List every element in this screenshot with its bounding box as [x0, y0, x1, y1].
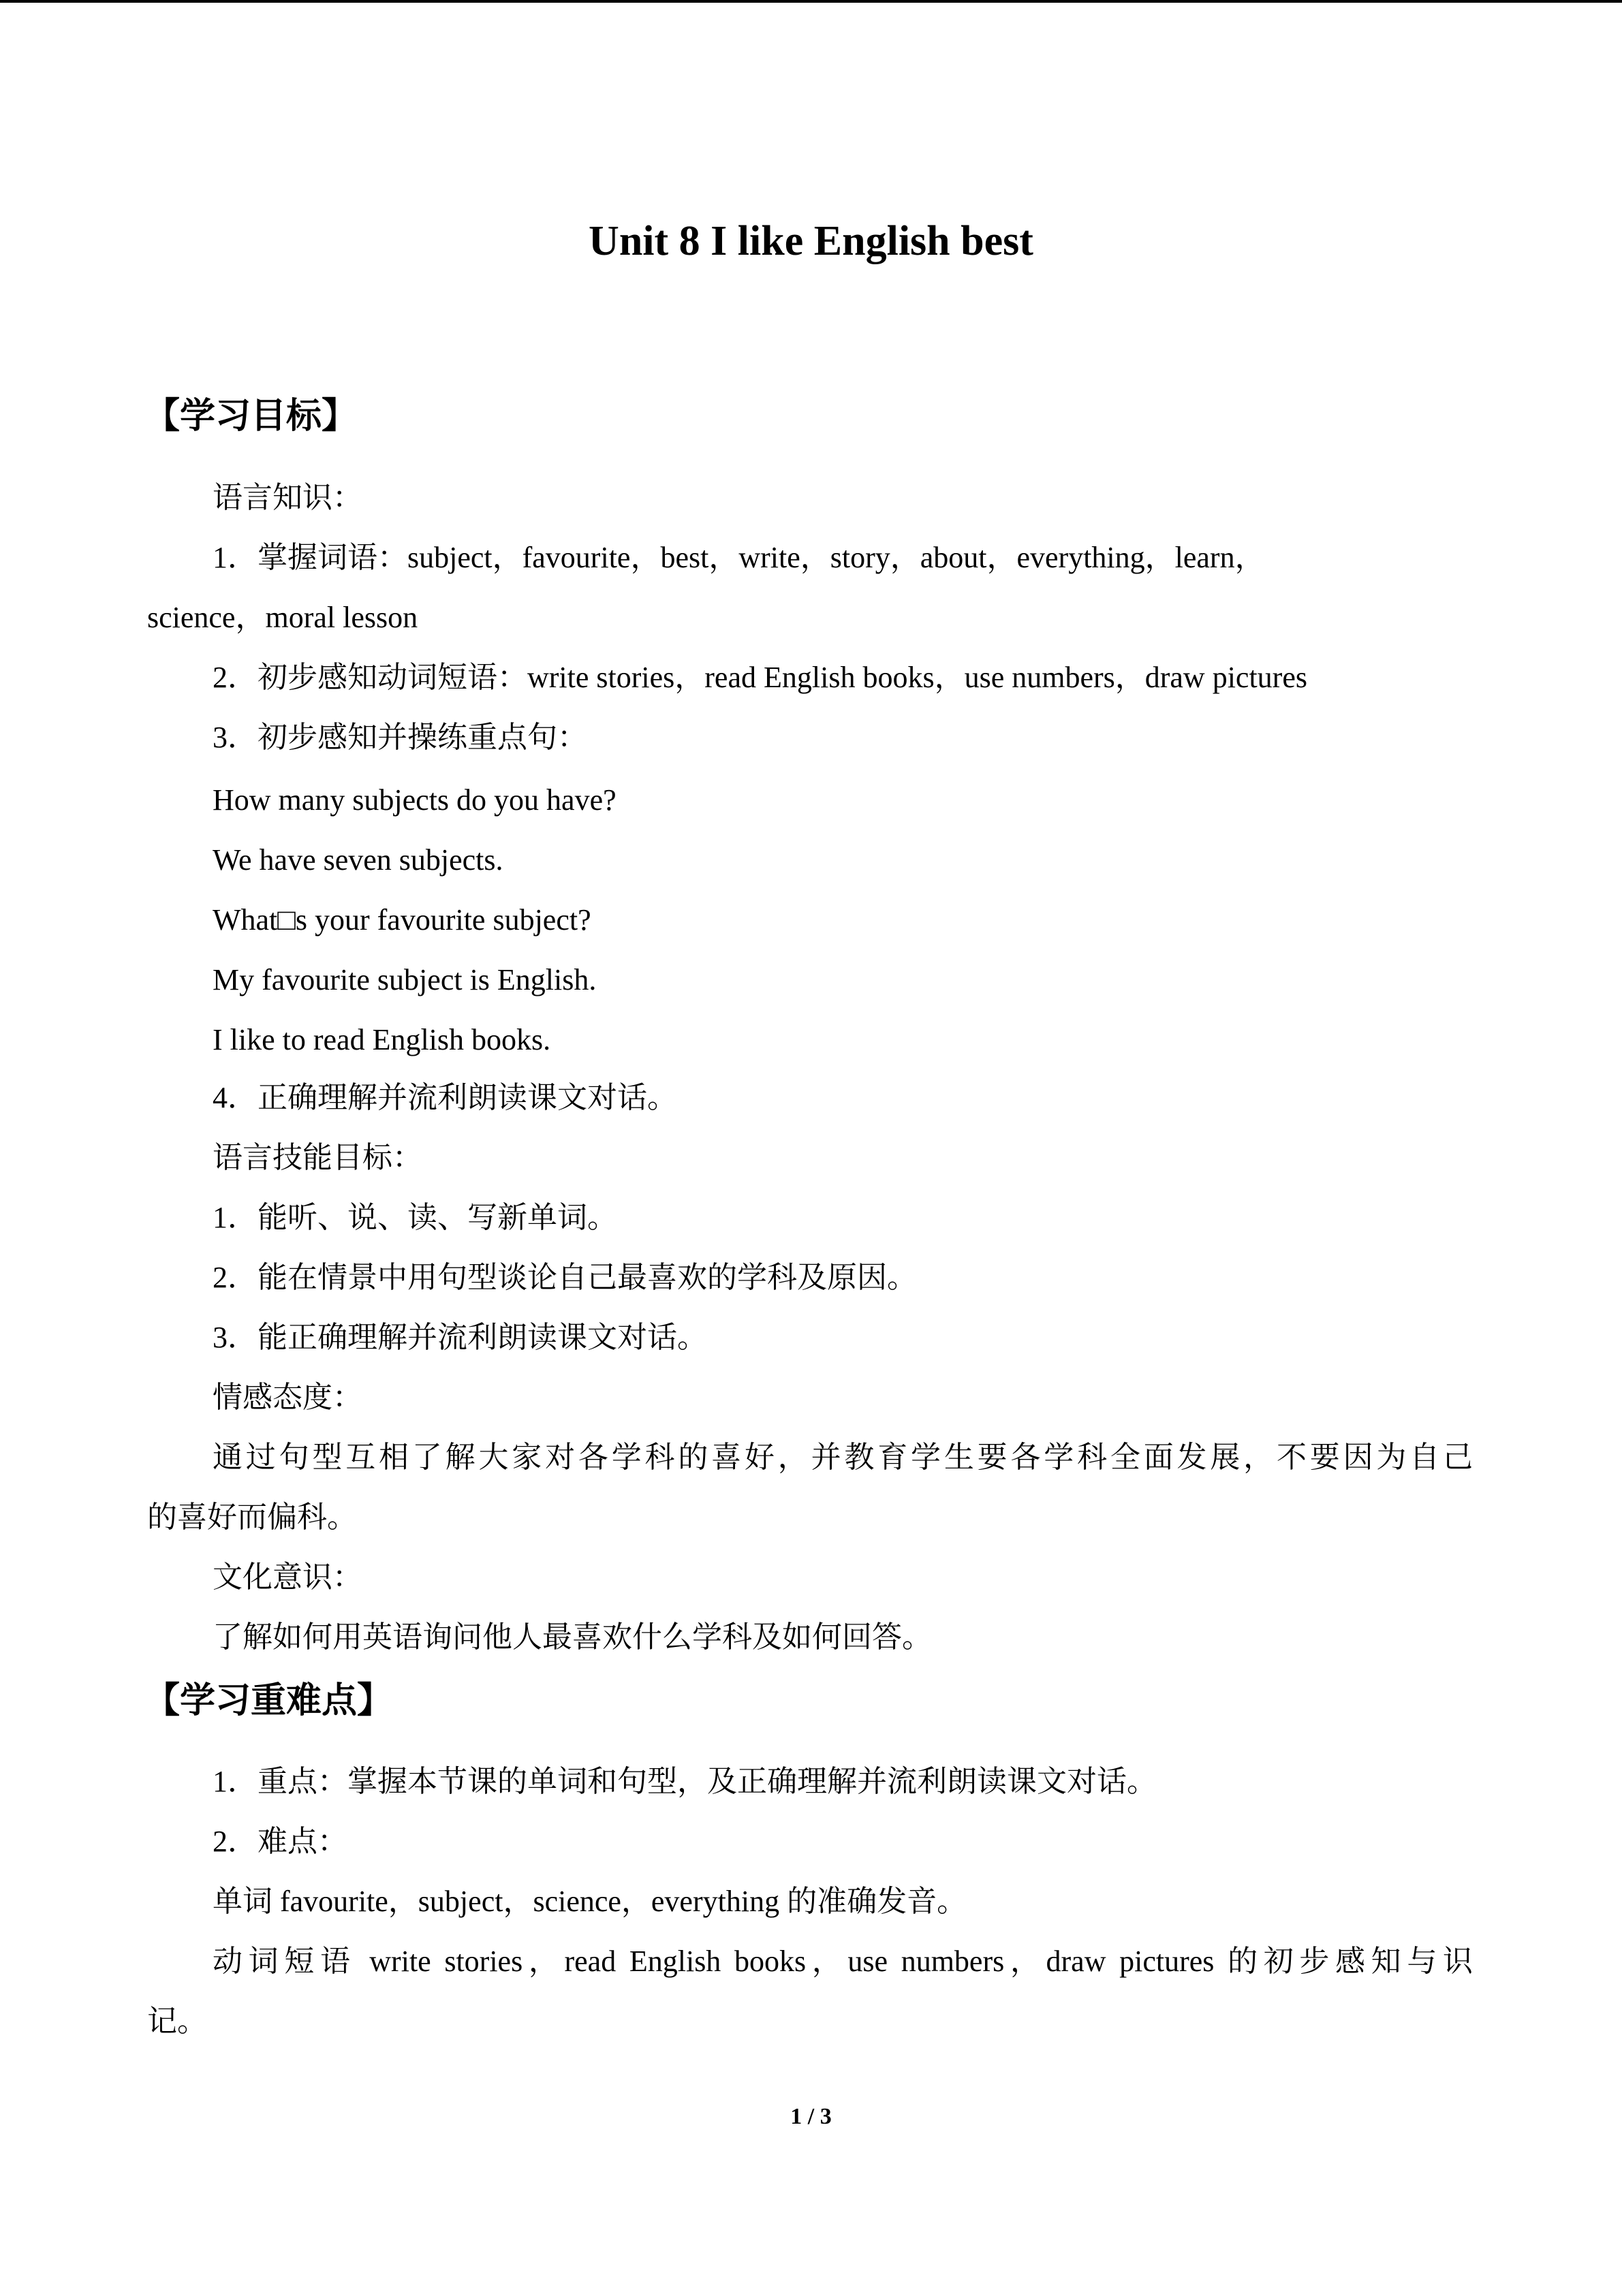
paragraph-line: 动词短语 write stories，read English books，use numbers，draw pictures 的初步感知与识	[213, 1945, 1473, 1978]
key-sentence: What□s your favourite subject?	[213, 903, 591, 937]
key-sentence: How many subjects do you have?	[213, 783, 617, 817]
document-page	[0, 3, 1622, 2296]
section-heading-learning-objectives: 【学习目标】	[144, 396, 358, 437]
paragraph-line: 记。	[147, 2004, 207, 2038]
list-item: 2．难点：	[213, 1825, 347, 1858]
document-title: Unit 8 I like English best	[589, 218, 1033, 264]
subheading-language-knowledge: 语言知识：	[213, 481, 362, 514]
list-item: 1．能听、说、读、写新单词。	[213, 1201, 617, 1234]
list-item: 3．初步感知并操练重点句：	[213, 721, 587, 754]
list-item-continuation: science，moral lesson	[147, 601, 418, 634]
subheading-cultural-awareness: 文化意识：	[213, 1560, 362, 1594]
paragraph-line: 的喜好而偏科。	[147, 1500, 357, 1534]
paragraph-line: 通过句型互相了解大家对各学科的喜好，并教育学生要各学科全面发展，不要因为自己	[213, 1441, 1473, 1474]
key-sentence: I like to read English books.	[213, 1023, 551, 1056]
key-sentence: My favourite subject is English.	[213, 963, 597, 996]
list-item: 2．能在情景中用句型谈论自己最喜欢的学科及原因。	[213, 1261, 917, 1294]
list-item: 4．正确理解并流利朗读课文对话。	[213, 1081, 677, 1114]
key-sentence: We have seven subjects.	[213, 843, 503, 877]
paragraph-line: 了解如何用英语询问他人最喜欢什么学科及如何回答。	[213, 1620, 932, 1654]
page-number: 1 / 3	[790, 2104, 832, 2129]
paragraph-line: 单词 favourite，subject，science，everything 的准确发音。	[213, 1885, 967, 1918]
section-heading-key-difficult-points: 【学习重难点】	[144, 1680, 393, 1721]
subheading-emotional-attitude: 情感态度：	[213, 1381, 362, 1414]
list-item: 3．能正确理解并流利朗读课文对话。	[213, 1321, 707, 1354]
subheading-language-skills: 语言技能目标：	[213, 1141, 422, 1174]
list-item: 2．初步感知动词短语：write stories，read English books，use numbers，draw pictures	[213, 661, 1307, 694]
list-item: 1．掌握词语：subject，favourite，best，write，story，about，everything，learn，	[213, 541, 1265, 574]
list-item: 1．重点：掌握本节课的单词和句型，及正确理解并流利朗读课文对话。	[213, 1765, 1157, 1798]
